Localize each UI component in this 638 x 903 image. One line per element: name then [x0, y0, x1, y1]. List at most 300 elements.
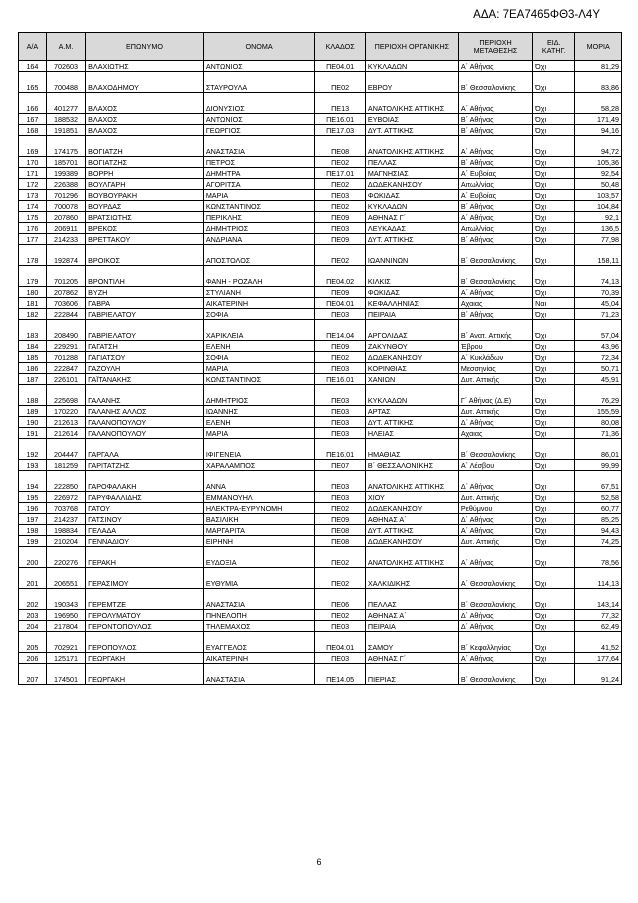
table-cell: 94,72: [575, 136, 622, 157]
table-cell: 168: [19, 125, 47, 136]
table-row: [19, 341, 622, 352]
table-cell: ΒΛΑΧΟΣ: [86, 93, 204, 114]
table-cell: ΚΟΡΙΝΘΙΑΣ: [365, 363, 458, 374]
table-cell: ΓΑΒΡΙΕΛΑΤΟΥ: [86, 309, 204, 320]
table-cell: ΓΑΡΟΦΑΛΑΚΗ: [86, 471, 204, 492]
table-cell: ΑΝΑΣΤΑΣΙΑ: [203, 664, 315, 685]
table-cell: ΓΑΡΙΤΑΤΖΗΣ: [86, 460, 204, 471]
table-cell: ΓΕΡΟΛΥΜΑΤΟΥ: [86, 610, 204, 621]
table-cell: ΑΝΤΩΝΙΟΣ: [203, 114, 315, 125]
table-cell: ΑΘΗΝΑΣ Γ΄: [365, 653, 458, 664]
table-cell: Γ΄ Αθήνας (Δ.Ε): [458, 385, 532, 406]
table-row: [19, 503, 622, 514]
table-cell: 197: [19, 514, 47, 525]
table-cell: ΚΥΚΛΑΔΩΝ: [365, 201, 458, 212]
table-cell: 52,58: [575, 492, 622, 503]
table-cell: Όχι: [533, 514, 575, 525]
table-cell: 212614: [46, 428, 85, 439]
table-cell: ΒΛΑΧΟΣ: [86, 114, 204, 125]
table-row: [19, 72, 622, 93]
table-cell: 58,28: [575, 93, 622, 114]
table-cell: 173: [19, 190, 47, 201]
table-row: [19, 621, 622, 632]
table-row: [19, 374, 622, 385]
table-cell: 67,51: [575, 471, 622, 492]
table-row: [19, 168, 622, 179]
table-cell: ΓΑΓΙΑΤΣΟΥ: [86, 352, 204, 363]
table-cell: ΠΕ14.05: [315, 664, 366, 685]
table-cell: 220276: [46, 547, 85, 568]
table-row: [19, 136, 622, 157]
table-cell: 164: [19, 61, 47, 72]
table-cell: 181259: [46, 460, 85, 471]
table-cell: ΒΟΓΙΑΤΖΗ: [86, 136, 204, 157]
table-cell: Όχι: [533, 460, 575, 471]
table-cell: 71,23: [575, 309, 622, 320]
table-cell: Δ΄ Αθήνας: [458, 471, 532, 492]
table-cell: 105,36: [575, 157, 622, 168]
table-cell: Όχι: [533, 492, 575, 503]
table-cell: ΦΑΝΗ - ΡΟΖΑΛΗ: [203, 266, 315, 287]
table-cell: ΓΑΪΤΑΝΑΚΗΣ: [86, 374, 204, 385]
table-cell: 41,52: [575, 632, 622, 653]
table-cell: 136,5: [575, 223, 622, 234]
table-cell: ΠΕΛΛΑΣ: [365, 157, 458, 168]
table-header-row: [19, 33, 622, 61]
table-cell: 94,16: [575, 125, 622, 136]
table-cell: ΜΑΡΓΑΡΙΤΑ: [203, 525, 315, 536]
table-cell: Όχι: [533, 168, 575, 179]
table-cell: ΓΕΩΡΓΙΟΣ: [203, 125, 315, 136]
table-row: [19, 439, 622, 460]
table-cell: 192: [19, 439, 47, 460]
table-cell: ΣΤΥΛΙΑΝΗ: [203, 287, 315, 298]
table-cell: ΕΜΜΑΝΟΥΗΛ: [203, 492, 315, 503]
table-cell: ΒΟΥΛΓΑΡΗ: [86, 179, 204, 190]
table-cell: 91,24: [575, 664, 622, 685]
table-cell: ΠΕ14.04: [315, 320, 366, 341]
table-cell: 176: [19, 223, 47, 234]
table-cell: Όχι: [533, 114, 575, 125]
table-body: [19, 61, 622, 685]
table-cell: ΠΕ03: [315, 471, 366, 492]
table-cell: 212613: [46, 417, 85, 428]
table-cell: ΔΗΜΗΤΡΑ: [203, 168, 315, 179]
table-cell: ΑΝΔΡΙΑΝΑ: [203, 234, 315, 245]
column-header: ΕΠΩΝΥΜΟ: [86, 33, 204, 61]
table-cell: 71,36: [575, 428, 622, 439]
table-cell: Β΄ Αθήνας: [458, 309, 532, 320]
table-cell: 188: [19, 385, 47, 406]
column-header: Α/Α: [19, 33, 47, 61]
table-cell: ΓΕΩΡΓΑΚΗ: [86, 664, 204, 685]
table-cell: ΓΑΡΓΑΛΑ: [86, 439, 204, 460]
table-cell: 77,98: [575, 234, 622, 245]
table-cell: 206: [19, 653, 47, 664]
table-cell: Όχι: [533, 664, 575, 685]
table-cell: ΙΦΙΓΕΝΕΙΑ: [203, 439, 315, 460]
table-cell: ΛΕΥΚΑΔΑΣ: [365, 223, 458, 234]
table-cell: ΑΡΤΑΣ: [365, 406, 458, 417]
table-cell: ΠΕ17.03: [315, 125, 366, 136]
table-cell: ΚΥΚΛΑΔΩΝ: [365, 61, 458, 72]
table-cell: ΠΕ04.01: [315, 632, 366, 653]
table-cell: ΠΕ06: [315, 589, 366, 610]
table-cell: Όχι: [533, 179, 575, 190]
table-cell: ΔΩΔΕΚΑΝΗΣΟΥ: [365, 179, 458, 190]
table-row: [19, 114, 622, 125]
table-row: [19, 514, 622, 525]
table-cell: ΒΡΑΤΣΙΩΤΗΣ: [86, 212, 204, 223]
table-cell: ΑΙΚΑΤΕΡΙΝΗ: [203, 653, 315, 664]
table-cell: Όχι: [533, 428, 575, 439]
table-cell: 180: [19, 287, 47, 298]
table-cell: 175: [19, 212, 47, 223]
table-cell: 703768: [46, 503, 85, 514]
table-cell: 198834: [46, 525, 85, 536]
table-cell: Όχι: [533, 503, 575, 514]
table-cell: 85,25: [575, 514, 622, 525]
table-cell: ΒΑΣΙΛΙΚΗ: [203, 514, 315, 525]
table-cell: ΠΕ03: [315, 653, 366, 664]
table-row: [19, 568, 622, 589]
table-cell: 196950: [46, 610, 85, 621]
table-cell: ΓΑΛΑΝΗΣ ΑΛΛΟΣ: [86, 406, 204, 417]
table-cell: Δ΄ Αθήνας: [458, 621, 532, 632]
table-cell: 174175: [46, 136, 85, 157]
table-cell: ΙΩΑΝΝΙΝΩΝ: [365, 245, 458, 266]
table-cell: ΒΥΖΗ: [86, 287, 204, 298]
table-cell: ΒΡΕΚΟΣ: [86, 223, 204, 234]
table-cell: Β΄ Κεφαλληνίας: [458, 632, 532, 653]
table-cell: ΦΩΚΙΔΑΣ: [365, 287, 458, 298]
table-cell: 114,13: [575, 568, 622, 589]
table-cell: ΠΕ02: [315, 503, 366, 514]
table-cell: 194: [19, 471, 47, 492]
table-cell: ΠΕ03: [315, 621, 366, 632]
table-row: [19, 179, 622, 190]
table-cell: 229291: [46, 341, 85, 352]
table-row: [19, 61, 622, 72]
table-cell: Δυτ. Αττικής: [458, 536, 532, 547]
table-cell: ΕΥΒΟΙΑΣ: [365, 114, 458, 125]
table-cell: ΓΑΓΑΤΣΗ: [86, 341, 204, 352]
table-cell: ΗΜΑΘΙΑΣ: [365, 439, 458, 460]
table-cell: 225698: [46, 385, 85, 406]
table-cell: Όχι: [533, 309, 575, 320]
table-cell: 83,86: [575, 72, 622, 93]
table-cell: 72,34: [575, 352, 622, 363]
table-row: [19, 632, 622, 653]
table-cell: Β΄ Θεσσαλονίκης: [458, 72, 532, 93]
table-cell: ΕΙΡΗΝΗ: [203, 536, 315, 547]
table-cell: Α΄ Αθήνας: [458, 287, 532, 298]
table-cell: 62,49: [575, 621, 622, 632]
table-cell: Β΄ Αθήνας: [458, 234, 532, 245]
table-cell: Όχι: [533, 190, 575, 201]
table-cell: ΑΡΓΟΛΙΔΑΣ: [365, 320, 458, 341]
table-cell: ΑΓΟΡΙΤΣΑ: [203, 179, 315, 190]
table-row: [19, 234, 622, 245]
table-cell: 205: [19, 632, 47, 653]
table-cell: ΜΑΡΙΑ: [203, 190, 315, 201]
table-cell: 187: [19, 374, 47, 385]
table-cell: ΕΥΑΓΓΕΛΟΣ: [203, 632, 315, 653]
table-cell: 104,84: [575, 201, 622, 212]
table-cell: Αχαιας: [458, 298, 532, 309]
table-cell: ΠΕ04.01: [315, 61, 366, 72]
table-cell: 702921: [46, 632, 85, 653]
table-cell: 99,99: [575, 460, 622, 471]
table-cell: 196: [19, 503, 47, 514]
table-cell: Όχι: [533, 320, 575, 341]
table-cell: ΠΕ16.01: [315, 439, 366, 460]
table-cell: Β΄ Θεσσαλονίκης: [458, 439, 532, 460]
table-cell: 226101: [46, 374, 85, 385]
table-cell: ΚΕΦΑΛΛΗΝΙΑΣ: [365, 298, 458, 309]
table-cell: ΚΥΚΛΑΔΩΝ: [365, 385, 458, 406]
table-cell: ΠΕΤΡΟΣ: [203, 157, 315, 168]
table-cell: 195: [19, 492, 47, 503]
table-cell: ΓΑΛΑΝΟΠΟΥΛΟΥ: [86, 428, 204, 439]
table-cell: ΖΑΚΥΝΘΟΥ: [365, 341, 458, 352]
table-cell: ΓΑΖΟΥΛΗ: [86, 363, 204, 374]
table-cell: ΣΤΑΥΡΟΥΛΑ: [203, 72, 315, 93]
table-cell: ΔΗΜΗΤΡΙΟΣ: [203, 385, 315, 406]
table-cell: ΓΑΛΑΝΗΣ: [86, 385, 204, 406]
table-cell: ΒΛΑΧΟΣ: [86, 125, 204, 136]
table-cell: ΑΘΗΝΑΣ Α΄: [365, 514, 458, 525]
table-cell: 204: [19, 621, 47, 632]
table-cell: 206911: [46, 223, 85, 234]
table-cell: 190: [19, 417, 47, 428]
table-cell: ΔΩΔΕΚΑΝΗΣΟΥ: [365, 503, 458, 514]
table-cell: ΜΑΡΙΑ: [203, 428, 315, 439]
table-cell: ΑΠΟΣΤΟΛΟΣ: [203, 245, 315, 266]
column-header: ΚΛΑΔΟΣ: [315, 33, 366, 61]
table-cell: ΔΩΔΕΚΑΝΗΣΟΥ: [365, 536, 458, 547]
table-cell: 77,32: [575, 610, 622, 621]
table-cell: Όχι: [533, 61, 575, 72]
table-cell: ΠΕ03: [315, 385, 366, 406]
table-cell: Β΄ Ανατ. Αττικής: [458, 320, 532, 341]
table-cell: Α΄ Αθήνας: [458, 136, 532, 157]
table-cell: ΠΕ09: [315, 514, 366, 525]
table-cell: 178: [19, 245, 47, 266]
table-cell: Α΄ Θεσσαλονίκης: [458, 568, 532, 589]
table-cell: ΠΕ04.01: [315, 298, 366, 309]
table-cell: ΑΝΑΤΟΛΙΚΗΣ ΑΤΤΙΚΗΣ: [365, 471, 458, 492]
table-cell: 86,01: [575, 439, 622, 460]
table-cell: ΠΕ16.01: [315, 374, 366, 385]
table-row: [19, 471, 622, 492]
table-row: [19, 309, 622, 320]
table-cell: 191: [19, 428, 47, 439]
table-cell: Δ΄ Αθήνας: [458, 610, 532, 621]
table-cell: ΜΑΡΙΑ: [203, 363, 315, 374]
table-cell: 60,77: [575, 503, 622, 514]
table-cell: 700488: [46, 72, 85, 93]
table-cell: ΓΑΤΟΥ: [86, 503, 204, 514]
table-cell: 206551: [46, 568, 85, 589]
table-cell: ΠΕ16.01: [315, 114, 366, 125]
table-cell: 701205: [46, 266, 85, 287]
table-cell: ΕΥΔΟΞΙΑ: [203, 547, 315, 568]
table-cell: Όχι: [533, 212, 575, 223]
table-cell: ΑΘΗΝΑΣ Γ΄: [365, 212, 458, 223]
table-cell: ΑΝΑΤΟΛΙΚΗΣ ΑΤΤΙΚΗΣ: [365, 136, 458, 157]
column-header: ΜΟΡΙΑ: [575, 33, 622, 61]
table-cell: 199389: [46, 168, 85, 179]
table-cell: ΓΕΡΑΚΗ: [86, 547, 204, 568]
table-cell: ΠΕ03: [315, 406, 366, 417]
table-cell: ΒΡΟΝΤΙΛΗ: [86, 266, 204, 287]
table-cell: ΓΑΒΡΙΕΛΑΤΟΥ: [86, 320, 204, 341]
table-cell: ΓΑΡΥΦΑΛΛΙΔΗΣ: [86, 492, 204, 503]
table-row: [19, 406, 622, 417]
table-cell: Β΄ Αθήνας: [458, 125, 532, 136]
table-cell: ΓΕΛΑΔΑ: [86, 525, 204, 536]
page-number: 6: [316, 857, 322, 867]
transfer-list-table: [18, 32, 622, 685]
table-cell: 155,59: [575, 406, 622, 417]
table-cell: ΑΘΗΝΑΣ Α΄: [365, 610, 458, 621]
table-cell: ΓΑΤΣΙΝΟΥ: [86, 514, 204, 525]
table-cell: 703606: [46, 298, 85, 309]
table-row: [19, 547, 622, 568]
table-row: [19, 589, 622, 610]
table-cell: ΠΕ02: [315, 245, 366, 266]
table-cell: ΕΛΕΝΗ: [203, 417, 315, 428]
table-cell: Όχι: [533, 352, 575, 363]
table-cell: Όχι: [533, 471, 575, 492]
table-cell: ΠΕ02: [315, 547, 366, 568]
table-row: [19, 245, 622, 266]
table-cell: ΕΥΘΥΜΙΑ: [203, 568, 315, 589]
table-cell: Α΄ Αθήνας: [458, 93, 532, 114]
table-cell: Β΄ Θεσσαλονίκης: [458, 589, 532, 610]
table-cell: ΠΕ02: [315, 610, 366, 621]
table-row: [19, 125, 622, 136]
table-cell: 158,11: [575, 245, 622, 266]
table-cell: ΒΟΓΙΑΤΖΗΣ: [86, 157, 204, 168]
table-cell: ΓΕΝΝΑΔΙΟΥ: [86, 536, 204, 547]
table-cell: 45,91: [575, 374, 622, 385]
table-cell: 179: [19, 266, 47, 287]
table-cell: Όχι: [533, 234, 575, 245]
table-cell: ΠΕ02: [315, 157, 366, 168]
table-cell: 700078: [46, 201, 85, 212]
table-cell: ΠΕ13: [315, 93, 366, 114]
table-cell: 170: [19, 157, 47, 168]
table-cell: 183: [19, 320, 47, 341]
table-cell: ΧΑΝΙΩΝ: [365, 374, 458, 385]
table-row: [19, 352, 622, 363]
table-cell: Όχι: [533, 374, 575, 385]
table-cell: 74,13: [575, 266, 622, 287]
table-cell: 188532: [46, 114, 85, 125]
table-cell: 94,43: [575, 525, 622, 536]
table-cell: 207860: [46, 212, 85, 223]
table-row: [19, 287, 622, 298]
table-cell: 169: [19, 136, 47, 157]
table-cell: Β΄ ΘΕΣΣΑΛΟΝΙΚΗΣ: [365, 460, 458, 471]
table-cell: ΓΕΡΕΜΤΖΕ: [86, 589, 204, 610]
table-cell: 199: [19, 536, 47, 547]
table-cell: 143,14: [575, 589, 622, 610]
table-cell: Α΄ Λέσβου: [458, 460, 532, 471]
table-cell: ΚΙΛΚΙΣ: [365, 266, 458, 287]
column-header: ΕΙΔ. ΚΑΤΗΓ.: [533, 33, 575, 61]
table-cell: Όχι: [533, 632, 575, 653]
table-row: [19, 428, 622, 439]
table-cell: Όχι: [533, 157, 575, 168]
table-cell: ΗΛΕΚΤΡΑ-ΕΥΡΥΝΟΜΗ: [203, 503, 315, 514]
table-cell: 210204: [46, 536, 85, 547]
column-header: Α.Μ.: [46, 33, 85, 61]
table-cell: ΠΕ03: [315, 190, 366, 201]
table-cell: Όχι: [533, 568, 575, 589]
table-row: [19, 320, 622, 341]
table-cell: ΠΕΛΛΑΣ: [365, 589, 458, 610]
table-cell: 45,04: [575, 298, 622, 309]
table-cell: 185: [19, 352, 47, 363]
table-cell: ΠΕ03: [315, 223, 366, 234]
table-cell: ΒΟΡΡΗ: [86, 168, 204, 179]
table-cell: 177: [19, 234, 47, 245]
table-cell: ΦΩΚΙΔΑΣ: [365, 190, 458, 201]
table-cell: ΓΕΡΟΠΟΥΛΟΣ: [86, 632, 204, 653]
table-cell: 182: [19, 309, 47, 320]
table-cell: ΠΕ02: [315, 179, 366, 190]
table-cell: ΠΕ03: [315, 417, 366, 428]
table-cell: ΤΗΛΕΜΑΧΟΣ: [203, 621, 315, 632]
table-cell: 222844: [46, 309, 85, 320]
table-cell: Α΄ Αθήνας: [458, 212, 532, 223]
table-cell: ΠΕ02: [315, 72, 366, 93]
table-cell: 201: [19, 568, 47, 589]
table-row: [19, 298, 622, 309]
table-cell: ΠΕ04.02: [315, 266, 366, 287]
table-cell: Όχι: [533, 525, 575, 536]
table-cell: ΠΕ03: [315, 492, 366, 503]
table-cell: 172: [19, 179, 47, 190]
table-cell: Όχι: [533, 536, 575, 547]
table-cell: Α΄ Αθήνας: [458, 547, 532, 568]
table-cell: ΠΕ09: [315, 287, 366, 298]
table-cell: 171,49: [575, 114, 622, 125]
table-row: [19, 536, 622, 547]
table-cell: ΑΝΤΩΝΙΟΣ: [203, 61, 315, 72]
table-cell: Όχι: [533, 610, 575, 621]
table-row: [19, 93, 622, 114]
table-cell: 701288: [46, 352, 85, 363]
table-cell: Όχι: [533, 223, 575, 234]
table-cell: ΗΛΕΙΑΣ: [365, 428, 458, 439]
table-row: [19, 385, 622, 406]
table-cell: 186: [19, 363, 47, 374]
table-cell: ΧΑΛΚΙΔΙΚΗΣ: [365, 568, 458, 589]
table-cell: Μεσσηνίας: [458, 363, 532, 374]
table-cell: ΠΕ02: [315, 352, 366, 363]
table-cell: 174: [19, 201, 47, 212]
table-cell: 76,29: [575, 385, 622, 406]
table-cell: 78,56: [575, 547, 622, 568]
table-cell: Αιτωλ/νίας: [458, 223, 532, 234]
table-cell: ΑΝΑΤΟΛΙΚΗΣ ΑΤΤΙΚΗΣ: [365, 93, 458, 114]
table-row: [19, 363, 622, 374]
table-cell: 50,48: [575, 179, 622, 190]
